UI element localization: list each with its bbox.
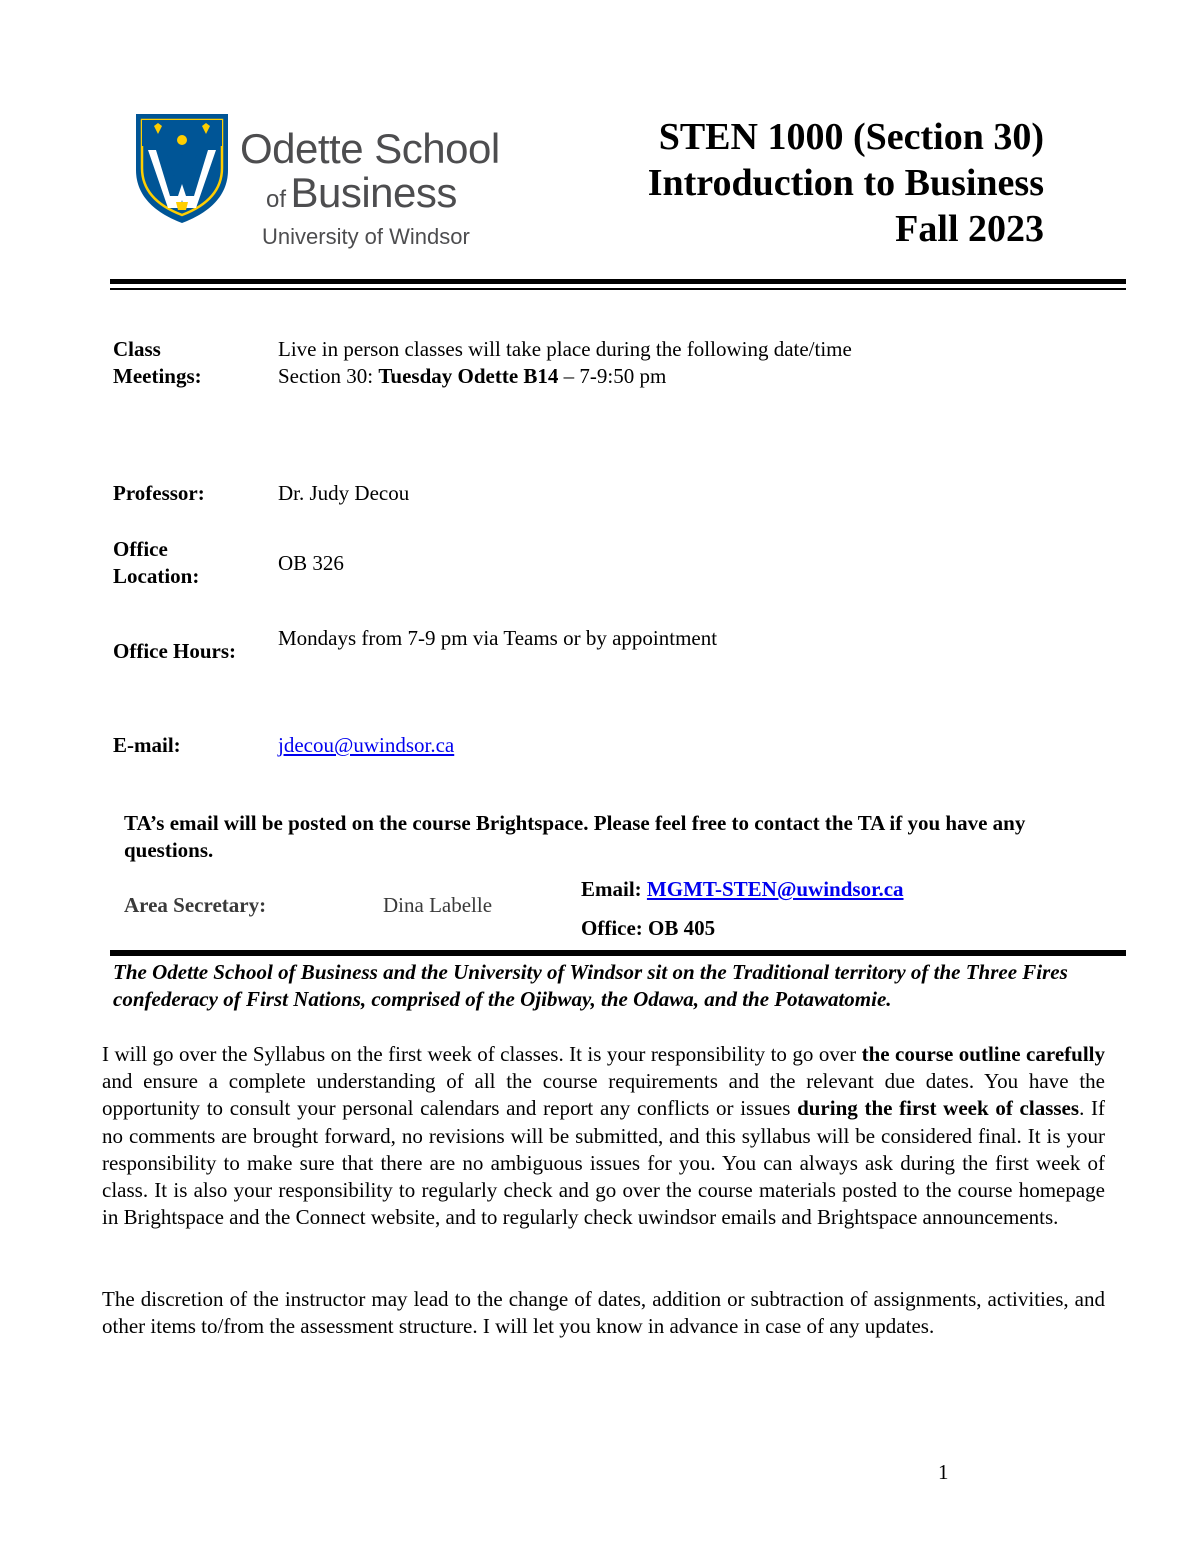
office-hours-value: Mondays from 7-9 pm via Teams or by appointment <box>278 626 718 650</box>
class-meetings-label-line2: Meetings: <box>113 364 202 388</box>
section-divider <box>110 950 1126 956</box>
para1-bold-2: during the first week of classes <box>797 1096 1080 1121</box>
para1-text-1: I will go over the Syllabus on the first week of classes. It is your responsibility to go over <box>102 1042 862 1066</box>
syllabus-paragraph-2: The discretion of the instructor may lead to the change of dates, addition or subtraction of assignments, activities, and other items to/from the assessment structure. I will let you know in advance in case of any updates. <box>102 1287 1105 1339</box>
area-secretary-name: Dina Labelle <box>383 893 493 917</box>
logo-text-of: of <box>266 186 287 213</box>
syllabus-paragraph-1 <box>102 1041 1105 1231</box>
area-secretary-office: Office: OB 405 <box>581 916 716 940</box>
section-day-room: Tuesday Odette B14 <box>378 364 559 388</box>
header-rule-thick <box>110 279 1126 284</box>
office-hours-label: Office Hours: <box>113 639 237 663</box>
area-secretary-email <box>581 877 904 902</box>
area-secretary-label: Area Secretary: <box>124 893 267 917</box>
professor-value: Dr. Judy Decou <box>278 481 410 505</box>
office-location-label-line2: Location: <box>113 564 200 588</box>
para1-text-3: . If no comments are brought forward, no revisions will be submitted, and this syllabus will be considered final. It is your responsibility to make sure that there are no ambiguous issues for you. You can always ask during the first week of class. It is also your responsibility to regularly check and go over the course materials posted to the course homepage in Brightspace and the Connect website, and to regularly check uwindsor emails and Brightspace announcements. <box>102 1096 1105 1230</box>
course-code: STEN 1000 (Section 30) <box>658 116 1044 158</box>
class-meetings-label <box>113 336 202 390</box>
page-number: 1 <box>938 1460 949 1484</box>
email-label: E-mail: <box>113 733 181 757</box>
header-rule-thin <box>110 288 1126 290</box>
class-meetings-label-line1: Class <box>113 337 161 361</box>
university-shield-icon <box>132 110 232 226</box>
course-name: Introduction to Business <box>647 162 1044 204</box>
email-value <box>278 732 454 759</box>
ta-note: TA’s email will be posted on the course Brightspace. Please feel free to contact the TA if you have any questions. <box>124 811 1026 862</box>
course-term: Fall 2023 <box>895 208 1044 250</box>
area-secretary-email-link[interactable]: MGMT-STEN@uwindsor.ca <box>646 877 904 901</box>
logo-text-of-business <box>266 169 457 216</box>
logo-text-business: Business <box>290 169 457 216</box>
logo-text-university: University of Windsor <box>262 224 470 249</box>
para1-text-2: and ensure a complete understanding of all the course requirements and the relevant due dates. You have the opportunity to consult your personal calendars and report any conflicts or issues <box>102 1069 1105 1121</box>
land-acknowledgement: The Odette School of Business and the University of Windsor sit on the Traditional territory of the Three Fires confederacy of First Nations, comprised of the Ojibway, the Odawa, and the Potawatomie. <box>113 960 1068 1011</box>
logo-text-odette-school: Odette School <box>240 125 500 172</box>
class-meetings-value <box>278 336 852 390</box>
class-meetings-line2 <box>278 363 852 390</box>
class-meetings-line1: Live in person classes will take place during the following date/time <box>278 337 852 361</box>
section-time: – 7-9:50 pm <box>558 364 667 388</box>
professor-email-link[interactable]: jdecou@uwindsor.ca <box>278 733 455 757</box>
odette-logo <box>132 110 232 226</box>
office-location-value: OB 326 <box>278 551 344 575</box>
office-location-label-line1: Office <box>113 537 168 561</box>
professor-label: Professor: <box>113 481 205 505</box>
course-title <box>648 114 1044 252</box>
area-email-label: Email: <box>581 877 647 901</box>
para1-bold-1: the course outline carefully <box>861 1042 1105 1066</box>
section-prefix: Section 30: <box>278 364 379 388</box>
office-location-label <box>113 536 199 590</box>
